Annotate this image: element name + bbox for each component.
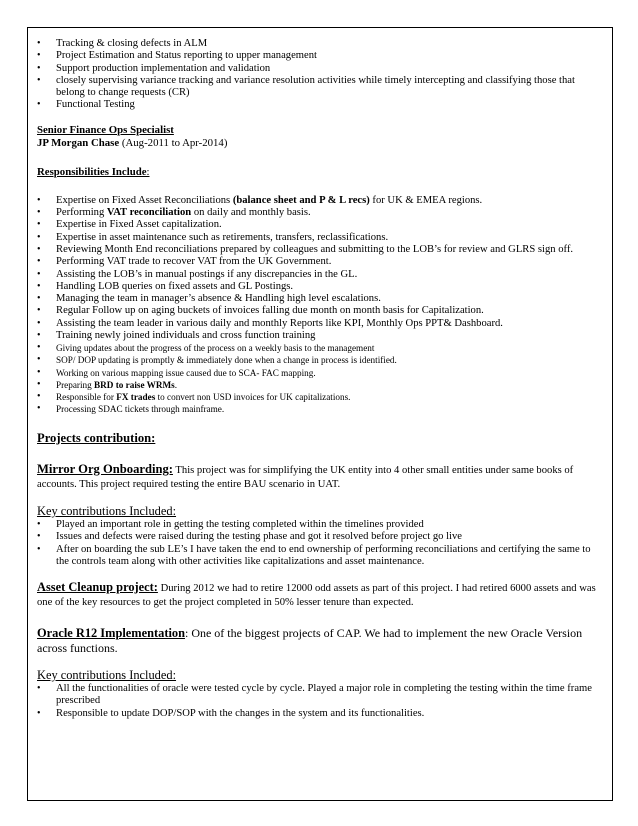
job-dates: (Aug-2011 to Apr-2014) bbox=[119, 136, 228, 149]
job-title: Senior Finance Ops Specialist bbox=[37, 123, 174, 136]
list-item: • Assisting the team leader in various daily and monthly Reports like KPI, Monthly Ops PPT& Dashboard. bbox=[37, 318, 598, 330]
key-contributions-heading: Key contributions Included: bbox=[37, 503, 177, 518]
list-item: • Regular Follow up on aging buckets of invoices falling due month on month basis for Capitalization. bbox=[37, 305, 598, 317]
list-item: • Training newly joined individuals and cross function training bbox=[37, 330, 598, 342]
key-contributions-list bbox=[37, 683, 598, 720]
list-item: • Working on various mapping issue caused due to SCA- FAC mapping. bbox=[37, 367, 598, 379]
responsibilities-label: Responsibilities Include bbox=[37, 165, 147, 178]
list-item: • closely supervising variance tracking and variance resolution activities while timely intercepting and classifying those that belong to change requests (CR) bbox=[37, 75, 598, 100]
projects-heading: Projects contribution: bbox=[37, 430, 156, 445]
list-item: • Performing VAT trade to recover VAT from the UK Government. bbox=[37, 256, 598, 268]
list-item: • Giving updates about the progress of the process on a weekly basis to the management bbox=[37, 342, 598, 354]
list-item: • Project Estimation and Status reporting to upper management bbox=[37, 50, 598, 62]
project-title: Mirror Org Onboarding: bbox=[37, 461, 173, 476]
list-item: • All the functionalities of oracle were tested cycle by cycle. Played a major role in completing the testing within the time frame prescribed bbox=[37, 683, 598, 708]
list-item: • Performing VAT reconciliation on daily and monthly basis. bbox=[37, 207, 598, 219]
key-contributions-list bbox=[37, 519, 598, 568]
list-item: • Managing the team in manager’s absence & Handling high level escalations. bbox=[37, 293, 598, 305]
top-bullet-list bbox=[37, 38, 598, 112]
company-name: JP Morgan Chase bbox=[37, 136, 120, 149]
list-item: • Expertise on Fixed Asset Reconciliations (balance sheet and P & L recs) for UK & EMEA regions. bbox=[37, 195, 598, 207]
list-item: • Responsible for FX trades to convert non USD invoices for UK capitalizations. bbox=[37, 391, 598, 403]
list-item: • Handling LOB queries on fixed assets and GL Postings. bbox=[37, 281, 598, 293]
resume-page bbox=[27, 27, 613, 801]
list-item: • Tracking & closing defects in ALM bbox=[37, 38, 598, 50]
list-item: • Processing SDAC tickets through mainframe. bbox=[37, 403, 598, 415]
page-content bbox=[37, 38, 598, 720]
list-item: • Played an important role in getting the testing completed within the timelines provided bbox=[37, 519, 598, 531]
project-asset-cleanup: Asset Cleanup project: During 2012 we had to retire 12000 odd assets as part of this project. I had retired 6000 assets and was one of the key resources to get the project completed in 50% lesser tenure than expected. bbox=[37, 580, 596, 609]
responsibilities-heading bbox=[37, 166, 598, 179]
responsibilities-list bbox=[37, 195, 598, 415]
list-item: • Functional Testing bbox=[37, 99, 598, 111]
list-item: • Assisting the LOB’s in manual postings if any discrepancies in the GL. bbox=[37, 269, 598, 281]
list-item: • SOP/ DOP updating is promptly & immediately done when a change in process is identified. bbox=[37, 354, 598, 366]
list-item: • Expertise in asset maintenance such as retirements, transfers, reclassifications. bbox=[37, 232, 598, 244]
project-mirror-org: Mirror Org Onboarding: This project was for simplifying the UK entity into 4 other small entities under same books of accounts. This project required testing the entire BAU scenario in UAT. bbox=[37, 461, 574, 490]
list-item: • After on boarding the sub LE’s I have taken the end to end ownership of performing reconciliations and certifying the same to the controls team along with other activities like capitalizations and asset maintenance. bbox=[37, 544, 598, 569]
job-company-line bbox=[37, 137, 598, 150]
list-item: • Issues and defects were raised during the testing phase and got it resolved before project go live bbox=[37, 531, 598, 543]
project-title: Asset Cleanup project: bbox=[37, 580, 158, 595]
project-title: Oracle R12 Implementation bbox=[37, 626, 185, 641]
list-item: • Support production implementation and validation bbox=[37, 63, 598, 75]
list-item: • Expertise in Fixed Asset capitalization. bbox=[37, 219, 598, 231]
key-contributions-heading: Key contributions Included: bbox=[37, 668, 177, 683]
list-item: • Reviewing Month End reconciliations prepared by colleagues and submitting to the LOB’s for review and GLRS sign off. bbox=[37, 244, 598, 256]
list-item: • Preparing BRD to raise WRMs. bbox=[37, 379, 598, 391]
project-oracle-r12: Oracle R12 Implementation: One of the biggest projects of CAP. We had to implement the new Oracle Version across functions. bbox=[37, 626, 583, 656]
responsibilities-colon: : bbox=[146, 165, 150, 178]
list-item: • Responsible to update DOP/SOP with the changes in the system and its functionalities. bbox=[37, 708, 598, 720]
